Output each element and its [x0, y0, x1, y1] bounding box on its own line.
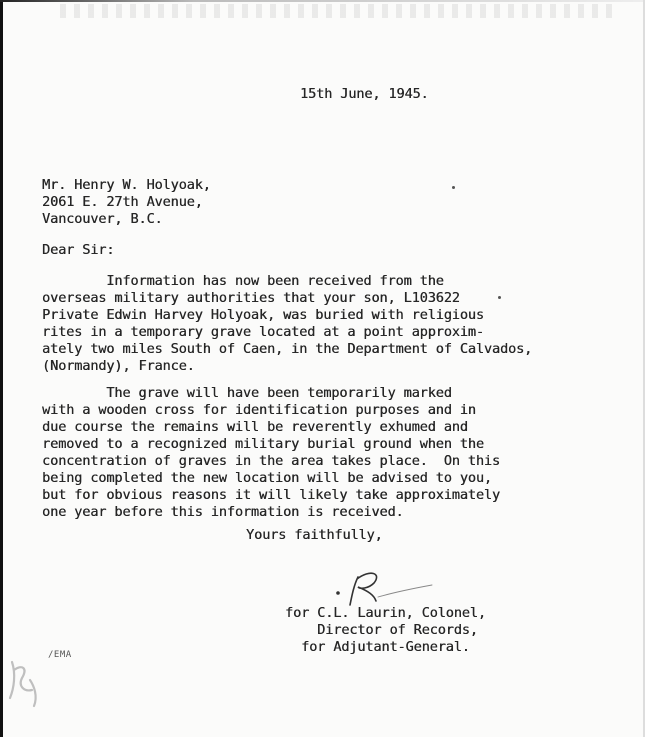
paragraph2-line: due course the remains will be reverently exhumed and: [42, 419, 468, 435]
salutation: Dear Sir:: [42, 242, 115, 258]
paragraph2-line: concentration of graves in the area takes place. On this: [42, 453, 500, 469]
address-line-street: 2061 E. 27th Avenue,: [42, 194, 203, 210]
paragraph1-line: Information has now been received from the: [42, 273, 444, 289]
paragraph1-line: rites in a temporary grave located at a point approxim-: [42, 324, 484, 340]
paragraph2-line: being completed the new location will be advised to you,: [42, 470, 492, 486]
paper-speck: [498, 296, 501, 299]
paragraph1-line: (Normandy), France.: [42, 358, 195, 374]
signatory-title-line: Director of Records,: [285, 622, 478, 638]
address-line-name: Mr. Henry W. Holyoak,: [42, 177, 211, 193]
paragraph2-line: The grave will have been temporarily marked: [42, 385, 452, 401]
address-line-city: Vancouver, B.C.: [42, 211, 163, 227]
handwritten-mark: [4, 640, 54, 710]
paragraph1-line: Private Edwin Harvey Holyoak, was buried with religious: [42, 307, 484, 323]
paragraph2-line: but for obvious reasons it will likely take approximately: [42, 487, 500, 503]
paper-speck: [452, 186, 455, 189]
paragraph2-line: one year before this information is received.: [42, 504, 404, 520]
signatory-line: for C.L. Laurin, Colonel,: [285, 605, 486, 621]
scan-edge-top: [0, 0, 645, 2]
paragraph2-line: removed to a recognized military burial ground when the: [42, 436, 484, 452]
letter-date: 15th June, 1945.: [300, 86, 429, 102]
scan-edge-left: [0, 0, 3, 737]
typist-initials: /EMA: [48, 650, 72, 660]
paragraph2-line: with a wooden cross for identification purposes and in: [42, 402, 476, 418]
closing: Yours faithfully,: [246, 527, 383, 543]
bleed-through-text: [60, 4, 620, 18]
paragraph1-line: overseas military authorities that your son, L103622: [42, 290, 460, 306]
signatory-office-line: for Adjutant-General.: [285, 639, 470, 655]
paragraph1-line: ately two miles South of Caen, in the Department of Calvados,: [42, 341, 533, 357]
